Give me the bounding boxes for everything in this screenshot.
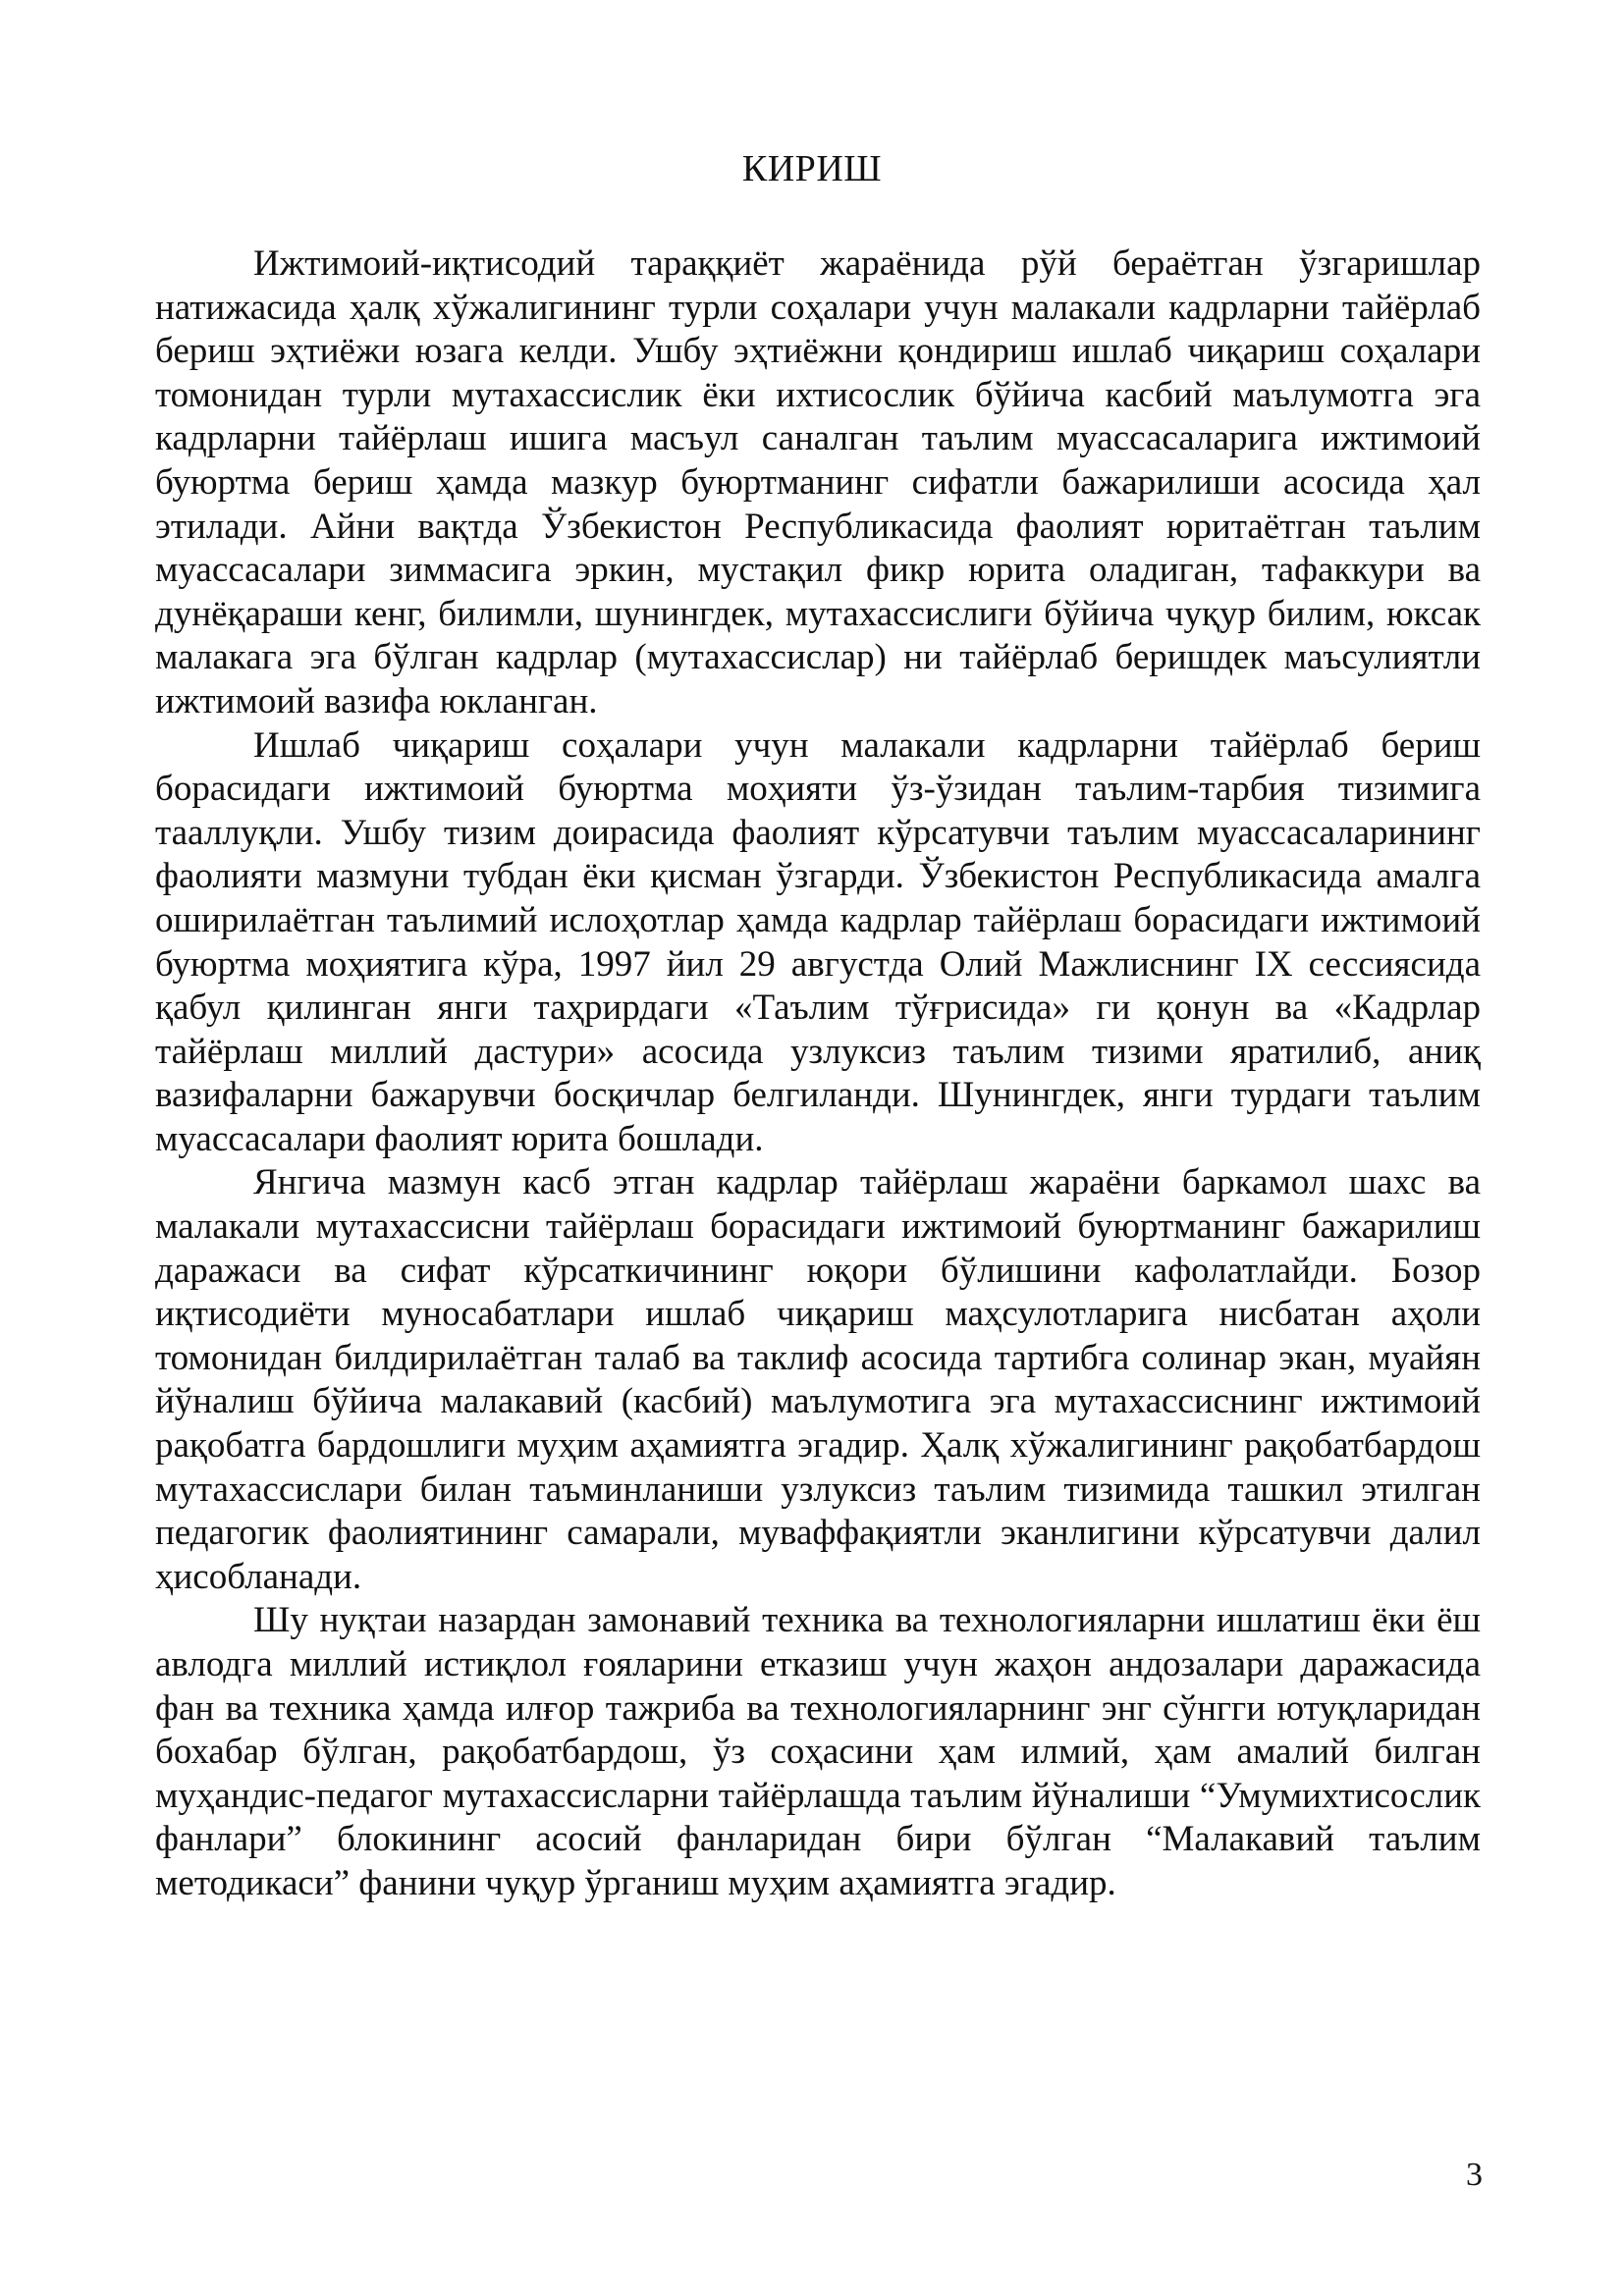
paragraph-3: Янгича мазмун касб этган кадрлар тайёрлаш жараёни баркамол шахс ва малакали мутахассисни тайёрлаш борасидаги ижтимоий буюртманинг бажарилиш даражаси ва сифат кўрсаткичининг юқори бўлишини кафолатлайди. Бозор иқтисодиёти муносабатлари ишлаб чиқариш маҳсулотларига нисбатан аҳоли томонидан билдирилаётган талаб ва таклиф асосида тартибга солинар экан, муайян йўналиш бўйича малакавий (касбий) маълумотига эга мутахассиснинг ижтимоий рақобатга бардошлиги муҳим аҳамиятга эгадир. Ҳалқ хўжалигининг рақобатбардош мутахассислари билан таъминланиши узлуксиз таълим тизимида ташкил этилган педагогик фаолиятининг самарали, муваффақиятли эканлигини кўрсатувчи далил ҳисобланади. [155, 1162, 1481, 1597]
paragraph-2: Ишлаб чиқариш соҳалари учун малакали кадрларни тайёрлаб бериш борасидаги ижтимоий буюртма моҳияти ўз-ўзидан таълим-тарбия тизимига тааллуқли. Ушбу тизим доирасида фаолият кўрсатувчи таълим муассасаларининг фаолияти мазмуни тубдан ёки қисман ўзгарди. Ўзбекистон Республикасида амалга оширилаётган таълимий ислоҳотлар ҳамда кадрлар тайёрлаш борасидаги ижтимоий буюртма моҳиятига кўра, 1997 йил 29 августда Олий Мажлиснинг IX сессиясида қабул қилинган янги таҳрирдаги «Таълим тўғрисида» ги қонун ва «Кадрлар тайёрлаш миллий дастури» асосида узлуксиз таълим тизими яратилиб, аниқ вазифаларни бажарувчи босқичлар белгиланди. Шунингдек, янги турдаги таълим муассасалари фаолият юрита бошлади. [155, 724, 1481, 1159]
body-text [155, 242, 1481, 1906]
page-number: 3 [1466, 2157, 1483, 2193]
paragraph-1: Ижтимоий-иқтисодий тараққиёт жараёнида рўй бераётган ўзгаришлар натижасида ҳалқ хўжалигининг турли соҳалари учун малакали кадрларни тайёрлаб бериш эҳтиёжи юзага келди. Ушбу эҳтиёжни қондириш ишлаб чиқариш соҳалари томонидан турли мутахассислик ёки ихтисослик бўйича касбий маълумотга эга кадрларни тайёрлаш ишига масъул саналган таълим муассасаларига ижтимоий буюртма бериш ҳамда мазкур буюртманинг сифатли бажарилиши асосида ҳал этилади. Айни вақтда Ўзбекистон Республикасида фаолият юритаётган таълим муассасалари зиммасига эркин, мустақил фикр юрита оладиган, тафаккури ва дунёқараши кенг, билимли, шунингдек, мутахассислиги бўйича чуқур билим, юксак малакага эга бўлган кадрлар (мутахассислар) ни тайёрлаб беришдек маъсулиятли ижтимоий вазифа юкланган. [155, 243, 1481, 721]
page-heading: КИРИШ [741, 148, 883, 189]
paragraph-4: Шу нуқтаи назардан замонавий техника ва технологияларни ишлатиш ёки ёш авлодга миллий истиқлол ғояларини етказиш учун жаҳон андозалари даражасида фан ва техника ҳамда илғор тажриба ва технологияларнинг энг сўнгги ютуқларидан бохабар бўлган, рақобатбардош, ўз соҳасини ҳам илмий, ҳам амалий билган муҳандис-педагог мутахассисларни тайёрлашда таълим йўналиши “Умумихтисослик фанлари” блокининг асосий фанларидан бири бўлган “Малакавий таълим методикаси” фанини чуқур ўрганиш муҳим аҳамиятга эгадир. [155, 1600, 1481, 1903]
